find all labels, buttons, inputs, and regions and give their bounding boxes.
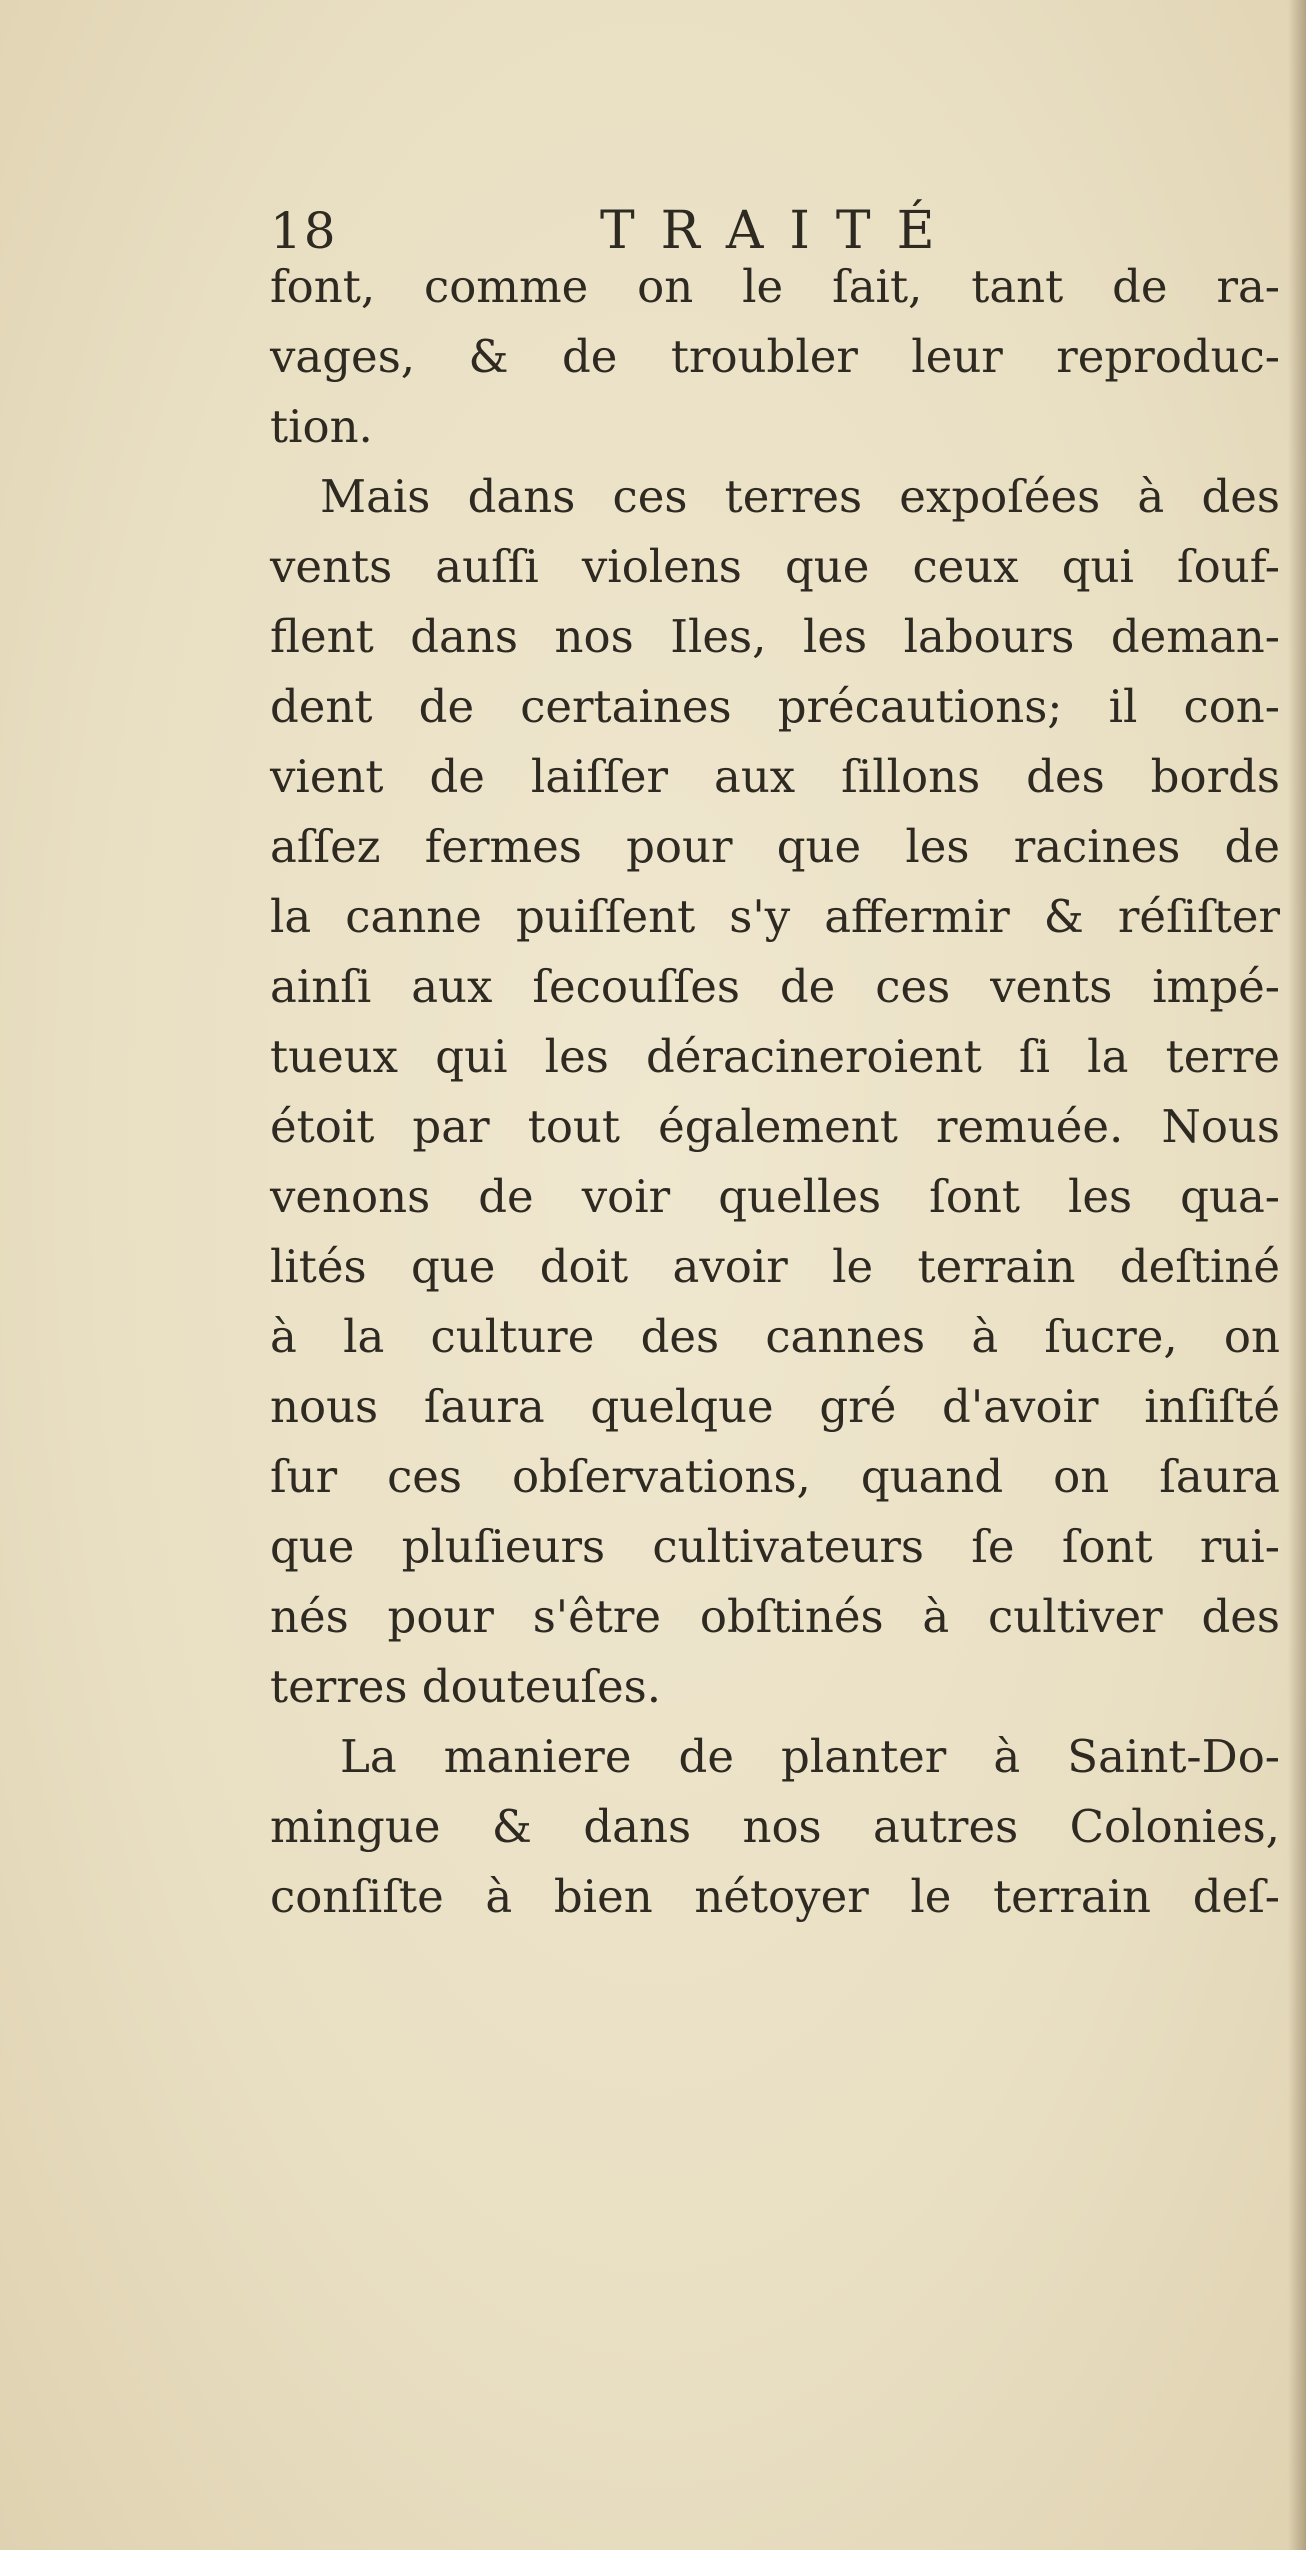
text-line: ſur ces obſervations, quand on ſaura [270, 1450, 1280, 1503]
running-title: TRAITÉ [600, 201, 961, 261]
text-line: la canne puiſſent s'y affermir & réſiſter [270, 890, 1280, 943]
page-number: 18 [270, 202, 338, 260]
text-line: Mais dans ces terres expoſées à des [320, 470, 1280, 523]
text-line: à la culture des cannes à ſucre, on [270, 1310, 1280, 1363]
text-line: ainſi aux ſecouſſes de ces vents impé- [270, 960, 1280, 1013]
text-line: font, comme on le ſait, tant de ra- [270, 260, 1280, 313]
text-line: nous ſaura quelque gré d'avoir inſiſté [270, 1380, 1280, 1433]
text-line: La maniere de planter à Saint-Do- [340, 1730, 1280, 1783]
text-line: vient de laiſſer aux ſillons des bords [270, 750, 1280, 803]
text-line: vents auſſi violens que ceux qui ſouf- [270, 540, 1280, 593]
text-line: aſſez fermes pour que les racines de [270, 820, 1280, 873]
text-line: tueux qui les déracineroient ſi la terre [270, 1030, 1280, 1083]
text-line: terres douteuſes. [270, 1660, 662, 1713]
text-line: lités que doit avoir le terrain deſtiné [270, 1240, 1280, 1293]
text-line: conſiſte à bien nétoyer le terrain deſ- [270, 1870, 1280, 1923]
text-line: nés pour s'être obſtinés à cultiver des [270, 1590, 1280, 1643]
text-line: venons de voir quelles ſont les qua- [270, 1170, 1280, 1223]
body-text [270, 252, 1280, 1932]
text-line: que pluſieurs cultivateurs ſe ſont rui- [270, 1520, 1280, 1573]
text-line: flent dans nos Iles, les labours deman- [270, 610, 1280, 663]
text-line: étoit par tout également remuée. Nous [270, 1100, 1280, 1153]
text-line: dent de certaines précautions; il con- [270, 680, 1280, 733]
text-line: vages, & de troubler leur reproduc- [270, 330, 1280, 383]
text-line: mingue & dans nos autres Colonies, [270, 1800, 1280, 1853]
page-edge-shadow [1288, 0, 1306, 2550]
text-line: tion. [270, 400, 373, 453]
